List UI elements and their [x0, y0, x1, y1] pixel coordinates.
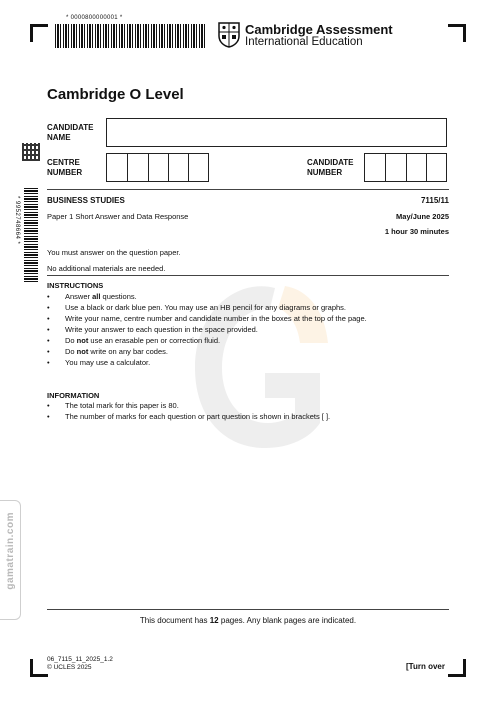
information-heading: INFORMATION: [47, 391, 100, 400]
paper-title: Paper 1 Short Answer and Data Response: [47, 212, 189, 221]
instruction-emphasis: not: [76, 336, 89, 345]
instruction-text-end: use an erasable pen or correction fluid.: [88, 336, 221, 345]
document-code: 06_7115_11_2025_1.2: [47, 656, 113, 663]
instruction-text: Answer: [65, 292, 93, 301]
centre-number-label-line-2: NUMBER: [47, 168, 83, 177]
instruction-emphasis: not: [76, 347, 89, 356]
crop-mark-top-left-v: [30, 24, 33, 42]
candidate-name-field[interactable]: [106, 118, 447, 147]
information-item: [47, 401, 179, 410]
instruction-text-end: questions.: [100, 292, 137, 301]
divider-line: [47, 189, 449, 190]
watermark-logo: [180, 268, 330, 458]
crop-mark-bottom-right-v: [463, 659, 466, 677]
instruction-item: [47, 336, 220, 345]
instructions-heading: INSTRUCTIONS: [47, 281, 104, 290]
page-count-post: pages. Any blank pages are indicated.: [218, 616, 357, 625]
page-count-note: [0, 616, 496, 625]
candidate-name-label-line-2: NAME: [47, 133, 71, 142]
logo-line-2: International Education: [245, 36, 363, 48]
instruction-item: [47, 347, 168, 356]
instruction-text-end: write on any bar codes.: [88, 347, 168, 356]
instruction-text: Write your name, centre number and candidate number in the boxes at the top of the page.: [65, 314, 367, 323]
shield-icon: [218, 22, 240, 48]
information-text: The number of marks for each question or part question is shown in brackets [ ].: [65, 412, 331, 421]
candidate-name-label: [47, 123, 94, 143]
divider-line: [47, 609, 449, 610]
page-count-pre: This document has: [139, 616, 210, 625]
information-text: The total mark for this paper is 80.: [65, 401, 179, 410]
centre-number-cell-divider: [127, 154, 128, 181]
candidate-name-label-line-1: CANDIDATE: [47, 123, 94, 132]
bullet-icon: •: [47, 314, 50, 323]
instruction-text: You may use a calculator.: [65, 358, 151, 367]
candidate-number-cell-divider: [385, 154, 386, 181]
candidate-number-field[interactable]: [364, 153, 447, 182]
turn-over-label: [Turn over: [406, 662, 445, 671]
centre-number-cell-divider: [168, 154, 169, 181]
bullet-icon: •: [47, 401, 50, 410]
instruction-item: [47, 303, 346, 312]
barcode-side: [24, 188, 38, 284]
candidate-number-label: [307, 158, 354, 178]
instruction-text: Do: [65, 336, 77, 345]
centre-number-label-line-1: CENTRE: [47, 158, 80, 167]
barcode-serial-side: * 9952748664 *: [14, 196, 20, 245]
barcode-top: [55, 24, 205, 48]
bullet-icon: •: [47, 303, 50, 312]
subject-code: 7115/11: [420, 196, 449, 205]
bullet-icon: •: [47, 347, 50, 356]
page-title: Cambridge O Level: [47, 86, 184, 103]
instruction-emphasis: all: [92, 292, 101, 301]
bullet-icon: •: [47, 325, 50, 334]
instruction-text: Do: [65, 347, 77, 356]
information-item: [47, 412, 330, 421]
watermark-side-text: gamatrain.com: [5, 512, 16, 590]
centre-number-label: [47, 158, 82, 178]
centre-number-field[interactable]: [106, 153, 209, 182]
instruction-text: Write your answer to each question in the space provided.: [65, 325, 258, 334]
page-count-number: 12: [209, 616, 219, 625]
materials-note: No additional materials are needed.: [47, 264, 166, 273]
crop-mark-bottom-left-v: [30, 659, 33, 677]
instruction-item: [47, 325, 258, 334]
crop-mark-top-right-v: [463, 24, 466, 42]
bullet-icon: •: [47, 292, 50, 301]
instruction-item: [47, 314, 367, 323]
candidate-number-cell-divider: [426, 154, 427, 181]
qr-code: [22, 143, 40, 161]
candidate-number-label-line-1: CANDIDATE: [307, 158, 354, 167]
answer-note: You must answer on the question paper.: [47, 248, 181, 257]
centre-number-cell-divider: [188, 154, 189, 181]
cambridge-logo: [218, 22, 393, 52]
instruction-text: Use a black or dark blue pen. You may use an HB pencil for any diagrams or graphs.: [65, 303, 346, 312]
subject-name: BUSINESS STUDIES: [47, 196, 125, 205]
bullet-icon: •: [47, 412, 50, 421]
instruction-item: [47, 358, 150, 367]
logo-line-1: Cambridge Assessment: [245, 22, 393, 37]
barcode-serial-top: * 0000800000001 *: [66, 15, 123, 21]
footer-code-block: [47, 656, 113, 672]
candidate-number-label-line-2: NUMBER: [307, 168, 343, 177]
exam-duration: 1 hour 30 minutes: [384, 227, 449, 236]
candidate-number-cell-divider: [406, 154, 407, 181]
copyright: © UCLES 2025: [47, 664, 92, 671]
centre-number-cell-divider: [148, 154, 149, 181]
exam-session: May/June 2025: [396, 212, 449, 221]
bullet-icon: •: [47, 358, 50, 367]
bullet-icon: •: [47, 336, 50, 345]
instruction-item: [47, 292, 137, 301]
